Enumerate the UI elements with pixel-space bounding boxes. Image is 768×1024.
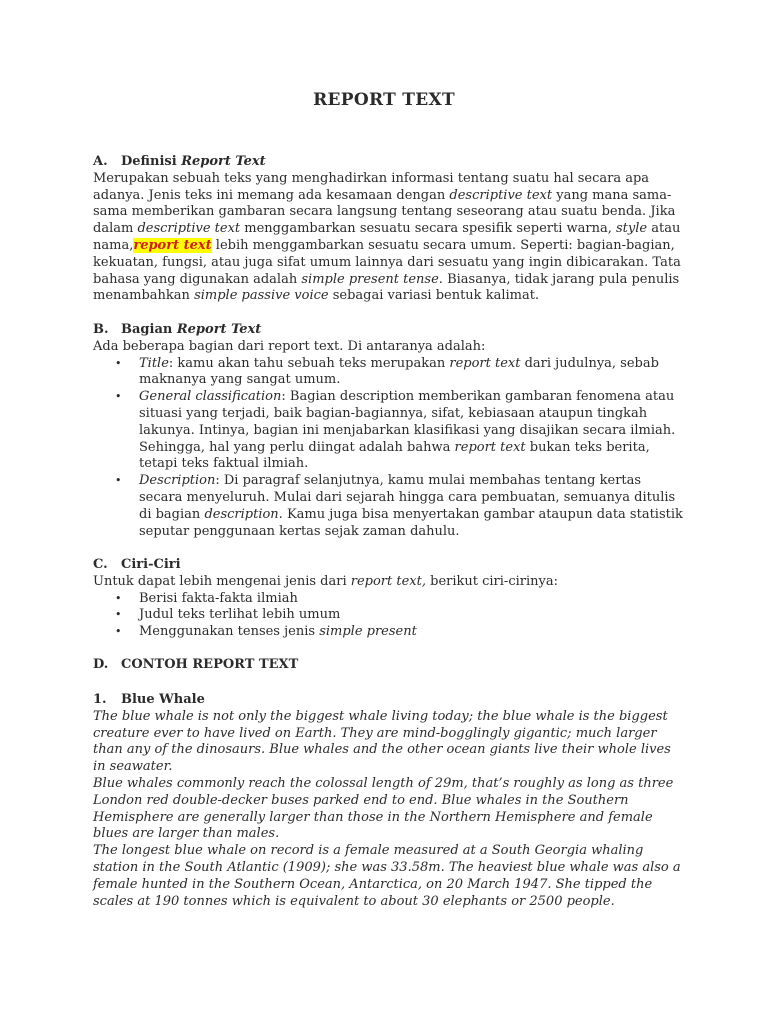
italic-term: simple present tense. (301, 271, 443, 287)
heading-text: Ciri-Ciri (121, 557, 181, 572)
text-run: Merupakan sebuah teks yang menghadirkan informasi tentang suatu hal secara apa adanya. Jenis teks ini memang ada kesamaan dengan (93, 170, 650, 203)
text-run: menggambarkan sesuatu secara spesifik seperti warna, (244, 221, 612, 237)
text-run: : Bagian description memberikan gambaran fenomena atau situasi yang terjadi, baik bagian-bagiannya, sifat, kebiasaan ataupun tingkah lakunya. Intinya, bagian ini menjabarkan klasifikasi yang disajikan secara ilmiah. Sehingga, hal yang perlu diingat adalah bahwa (139, 389, 676, 455)
italic-term: report text (454, 439, 526, 455)
text-run: Menggunakan tenses jenis (139, 624, 316, 640)
section-contoh (93, 657, 685, 674)
italic-term: descriptive text (449, 187, 553, 203)
page-title: REPORT TEXT (313, 90, 455, 110)
section-ciri (93, 557, 685, 641)
highlighted-term: report text (133, 237, 212, 253)
section-heading (93, 154, 685, 171)
list-item (93, 389, 685, 473)
traits-list (93, 591, 685, 641)
section-heading (93, 322, 685, 339)
example-title: Blue Whale (121, 692, 205, 707)
heading-text: Definisi (121, 154, 177, 169)
text-run: : Di paragraf selanjutnya, kamu mulai membahas tentang kertas secara menyeluruh. Mulai dari sejarah hingga cara pembuatan, semuanya ditulis di bagian (139, 473, 676, 522)
italic-term: report text (449, 355, 521, 371)
section-definisi (93, 154, 685, 305)
heading-text: Bagian (121, 322, 173, 337)
italic-term: simple present (319, 624, 417, 640)
italic-term: descriptive text (137, 221, 241, 237)
text-run: lebih menggambarkan sesuatu secara umum. Seperti: bagian-bagian, kekuatan, fungsi, atau juga sifat umum lainnya dari sesuatu yang ingin dibicarakan. Tata bahasa yang digunakan adalah (93, 237, 681, 287)
text-run: atau nama, (93, 221, 681, 253)
heading-italic: Report Text (176, 322, 262, 337)
section-heading (93, 557, 685, 574)
text-run: Biasanya, tidak jarang pula penulis menambahkan (93, 271, 680, 304)
text-run: bukan teks berita, tetapi teks faktual ilmiah. (139, 439, 650, 472)
item-label: Description (139, 473, 216, 489)
section-number: A. (93, 154, 108, 169)
list-item (93, 356, 685, 390)
text-run: berikut ciri-cirinya: (430, 573, 558, 589)
example-paragraph: Blue whales commonly reach the colossal length of 29m, that’s roughly as long as three London red double-decker buses parked end to end. Blue whales in the Southern Hemisphere are generally larger than those in the Northern Hemisphere and female blues are larger than males. (93, 775, 674, 842)
example-number: 1. (93, 692, 107, 707)
text-run: yang mana sama-sama memberikan gambaran secara langsung tentang seseorang atau suatu benda. Jika dalam (93, 187, 676, 237)
section-number: C. (93, 557, 108, 572)
example-paragraph: The blue whale is not only the biggest whale living today; the blue whale is the biggest creature ever to have lived on Earth. They are mind-bogglingly gigantic; much larger than any of the dinosaurs. Blue whales and the other ocean giants live their whole lives in seawater. (93, 708, 671, 775)
text-run: Kamu juga bisa menyertakan gambar ataupun data statistik seputar penggunaan kertas sejak zaman dahulu. (139, 506, 683, 539)
item-label: General classification (139, 389, 282, 405)
italic-term: simple passive voice (194, 288, 329, 304)
section-number: B. (93, 322, 109, 337)
italic-term: report text, (350, 573, 426, 589)
definition-paragraph (93, 171, 685, 305)
heading-text: CONTOH REPORT TEXT (121, 657, 299, 672)
italic-term: description. (204, 506, 283, 522)
text-run: dari judulnya, sebab maknanya yang sangat umum. (139, 355, 659, 388)
example-heading (93, 692, 685, 709)
text-run: : kamu akan tahu sebuah teks merupakan (168, 355, 446, 371)
heading-italic: Report Text (181, 154, 266, 169)
section-intro (93, 574, 685, 591)
section-bagian (93, 322, 685, 540)
list-item (93, 473, 685, 540)
text-run: Untuk dapat lebih mengenai jenis dari (93, 573, 347, 589)
list-item (93, 624, 685, 641)
section-intro: Ada beberapa bagian dari report text. Di antaranya adalah: (93, 338, 486, 354)
example-blue-whale (93, 692, 685, 910)
list-item: • Berisi fakta-fakta ilmiah (93, 591, 685, 608)
parts-list (93, 356, 685, 541)
italic-term: style (616, 221, 648, 237)
section-heading (93, 657, 685, 674)
item-label: Title (139, 355, 169, 371)
text-run: sebagai variasi bentuk kalimat. (332, 288, 540, 304)
section-number: D. (93, 657, 109, 672)
example-paragraph: The longest blue whale on record is a female measured at a South Georgia whaling station in the South Atlantic (1909); she was 33.58m. The heaviest blue whale was also a female hunted in the Southern Ocean, Antarctica, on 20 March 1947. She tipped the scales at 190 tonnes which is equivalent to about 30 elephants or 2500 people. (93, 843, 681, 909)
list-item: • Judul teks terlihat lebih umum (93, 607, 685, 624)
